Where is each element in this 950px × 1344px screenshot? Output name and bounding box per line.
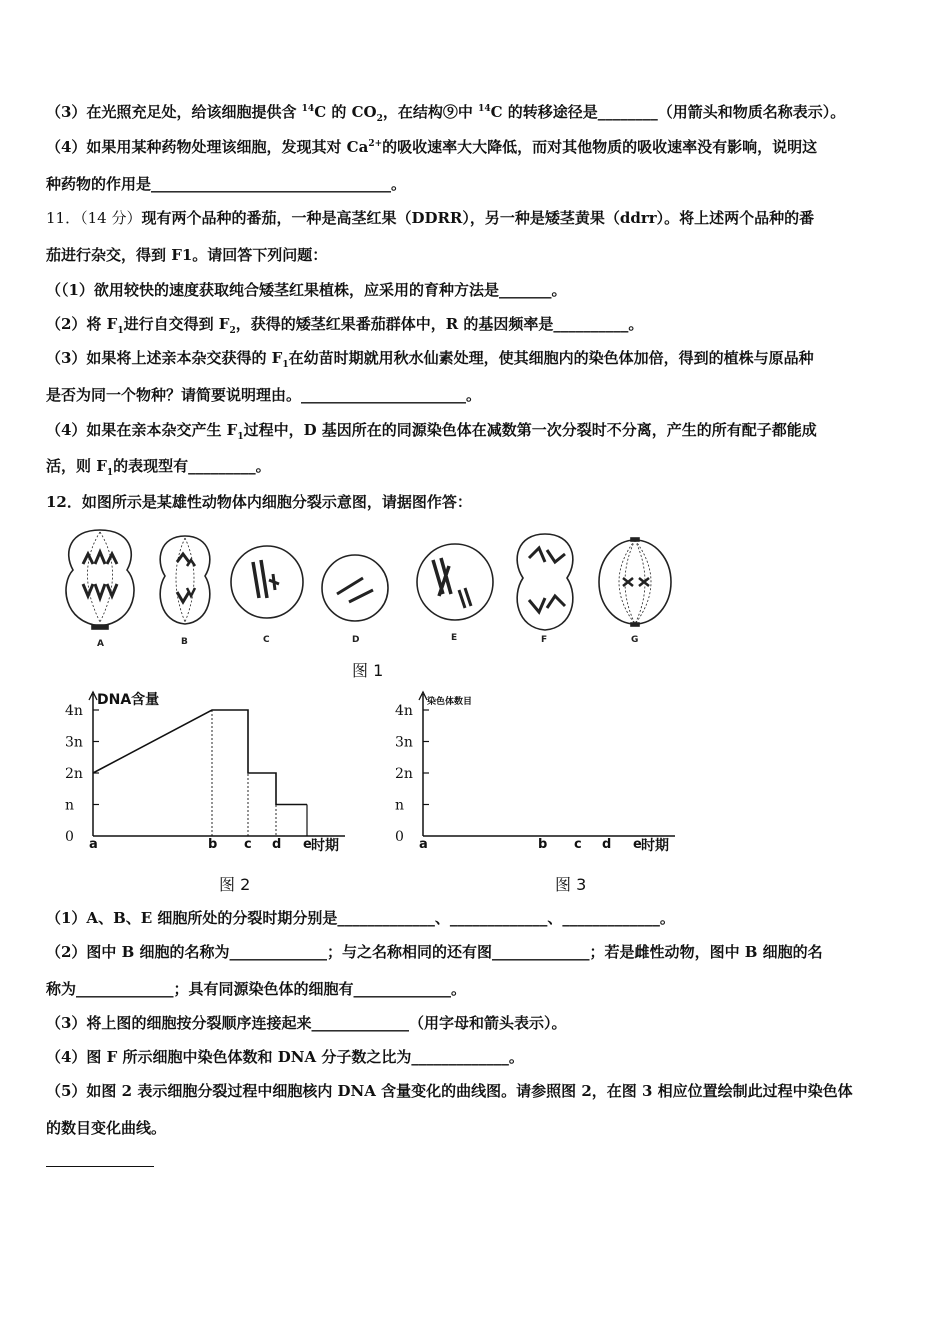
cell-f-diagram <box>517 534 573 630</box>
cell-g-diagram <box>599 538 671 626</box>
cell-b-diagram <box>160 536 210 624</box>
q10-part3: （3）在光照充足处，给该细胞提供含 $^{14}$C 的 $CO_2$，在结构⑨中 $^{14}$C 的转移途径是________（用箭头和物质名称表示）。 <box>46 103 846 124</box>
figure-1-caption: 图 1 <box>352 661 384 680</box>
y-tick-label: 2n <box>65 766 83 782</box>
cell-label-c: C <box>263 635 270 645</box>
y-tick-label: n <box>395 797 405 814</box>
figure-3-caption: 图 3 <box>555 875 587 894</box>
dna-content-series <box>93 710 307 805</box>
footnote-rule <box>46 1166 154 1167</box>
q11-part4: （4）如果在亲本杂交产生 $F_1$过程中，D 基因所在的同源染色体在减数第一次分裂时不分离，产生的所有配子都能成 <box>46 421 817 442</box>
q12-part1: （1）A、B、E 细胞所处的分裂时期分别是_____________、_____________、_____________。 <box>46 909 675 927</box>
q10-part4: （4）如果用某种药物处理该细胞，发现其对 $Ca^{2+}$的吸收速率大大降低，而对其他物质的吸收速率没有影响，说明这 <box>46 138 818 156</box>
q12-part5-cont: 的数目变化曲线。 <box>46 1119 167 1137</box>
q12-part5: （5）如图 2 表示细胞分裂过程中细胞核内 DNA 含量变化的曲线图。请参照图 2，在图 3 相应位置绘制此过程中染色体 <box>46 1082 853 1100</box>
x-tick-label: a <box>419 837 428 852</box>
figure-3-chromosome-chart <box>385 688 695 858</box>
q11-part1: （（1）欲用较快的速度获取纯合矮茎红果植株，应采用的育种方法是_______。 <box>46 281 567 299</box>
q12-intro: 12．如图所示是某雄性动物体内细胞分裂示意图，请据图作答： <box>46 493 472 511</box>
x-axis-title: 时期 <box>641 838 669 854</box>
figure-2-caption: 图 2 <box>219 875 251 894</box>
q12-part4: （4）图 F 所示细胞中染色体数和 DNA 分子数之比为_____________。 <box>46 1048 524 1066</box>
q11-intro: 11．（14 分）现有两个品种的番茄，一种是高茎红果（DDRR），另一种是矮茎黄果（ddrr）。将上述两个品种的番 <box>46 209 815 227</box>
x-tick-label: d <box>602 837 612 852</box>
cell-e-diagram <box>417 544 493 620</box>
q12-part3: （3）将上图的细胞按分裂顺序连接起来_____________（用字母和箭头表示）。 <box>46 1014 567 1032</box>
y-tick-label: 0 <box>65 829 74 845</box>
q10-part4-cont: 种药物的作用是________________________________。 <box>46 175 407 193</box>
cell-label-e: E <box>451 633 458 643</box>
cell-a-diagram <box>66 530 134 629</box>
cell-label-a: A <box>97 639 104 649</box>
y-axis-title: DNA含量 <box>97 692 160 708</box>
figure-2-dna-chart <box>55 688 365 858</box>
y-tick-label: 0 <box>395 829 404 845</box>
y-tick-label: 4n <box>65 703 83 719</box>
y-axis-title: 染色体数目 <box>427 697 473 707</box>
x-tick-label: b <box>208 837 218 852</box>
x-axis-title: 时期 <box>311 838 339 854</box>
cell-label-b: B <box>181 637 188 647</box>
q12-part2: （2）图中 B 细胞的名称为_____________；与之名称相同的还有图_____________；若是雌性动物，图中 B 细胞的名 <box>46 943 823 961</box>
x-tick-label: d <box>272 837 282 852</box>
x-tick-label: c <box>244 837 252 852</box>
q12-part2-cont: 称为_____________；具有同源染色体的细胞有_____________。 <box>46 980 467 998</box>
y-tick-label: 2n <box>395 766 413 782</box>
q11-part3-cont: 是否为同一个物种？请简要说明理由。______________________。 <box>46 386 482 404</box>
y-tick-label: n <box>65 797 75 814</box>
q11-intro-cont: 茄进行杂交，得到 F1。请回答下列问题： <box>46 246 328 264</box>
x-tick-label: a <box>89 837 98 852</box>
x-tick-label: c <box>574 837 582 852</box>
cell-d-diagram <box>322 555 388 621</box>
x-tick-label: e <box>303 837 312 852</box>
q11-part2: （2）将 $F_1$进行自交得到 $F_2$，获得的矮茎红果番茄群体中，R 的基因频率是__________。 <box>46 315 644 336</box>
cell-label-d: D <box>352 635 360 645</box>
x-tick-label: b <box>538 837 548 852</box>
x-tick-label: e <box>633 837 642 852</box>
y-tick-label: 4n <box>395 703 413 719</box>
cell-c-diagram <box>231 546 303 618</box>
q11-part4-cont: 活，则 $F_1$的表现型有_________。 <box>46 457 271 478</box>
figure-1-cells <box>55 522 695 652</box>
q11-part3: （3）如果将上述亲本杂交获得的 $F_1$在幼苗时期就用秋水仙素处理，使其细胞内的染色体加倍，得到的植株与原品种 <box>46 349 814 370</box>
cell-label-g: G <box>631 635 639 645</box>
cell-label-f: F <box>541 635 548 645</box>
y-tick-label: 3n <box>395 734 413 751</box>
y-tick-label: 3n <box>65 734 83 751</box>
